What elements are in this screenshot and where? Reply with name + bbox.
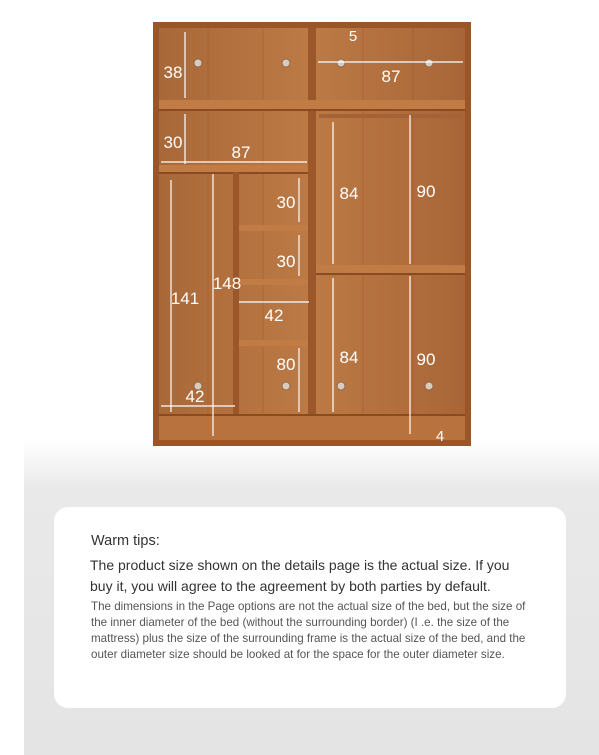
- warm-tips-main-text: The product size shown on the details page is the actual size. If you buy it, you will agree to the agreement by both parties by default.: [90, 557, 510, 594]
- dim-bottom-compartment: 80: [276, 355, 296, 374]
- dim-hanging-right-bottom: 84: [339, 348, 359, 367]
- warm-tips-card: [54, 507, 566, 708]
- wardrobe-dimension-image: [153, 22, 471, 446]
- dim-hanging-right-top-full: 90: [416, 182, 436, 201]
- dim-bottom-gap: 4: [435, 428, 445, 445]
- dim-top-shelf-height: 38: [163, 63, 183, 82]
- dim-small-compartment-1: 30: [276, 193, 296, 212]
- dim-left-column-height: 141: [170, 289, 200, 308]
- dim-small-compartment-2: 30: [276, 252, 296, 271]
- warm-tips-note-text: The dimensions in the Page options are not the actual size of the bed, but the size of the inner diameter of the bed (without the surrounding border) (I .e. the size of the mattress) plus the size of the surrounding frame is the actual size of the bed, and the outer diameter size should be looked at for the space for the outer diameter size.: [91, 600, 526, 661]
- dim-left-width: 87: [231, 143, 251, 162]
- dim-hanging-right-bottom-full: 90: [416, 350, 436, 369]
- dim-hanging-right-top: 84: [339, 184, 359, 203]
- dim-second-shelf-height: 30: [163, 133, 183, 152]
- dim-left-bottom-width: 42: [185, 387, 205, 406]
- dim-top-gap: 5: [348, 28, 358, 45]
- warm-tips-heading: Warm tips:: [91, 533, 160, 549]
- dim-left-column-full-height: 148: [212, 274, 242, 293]
- dim-top-width-right: 87: [381, 67, 401, 86]
- dim-middle-width: 42: [264, 306, 284, 325]
